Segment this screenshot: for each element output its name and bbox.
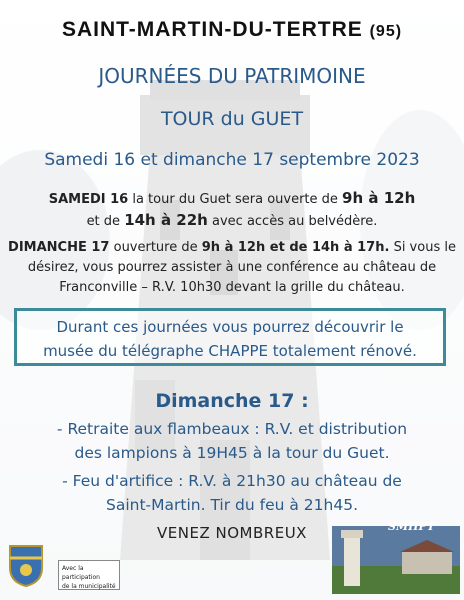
town-name: SAINT-MARTIN-DU-TERTRE [61, 18, 363, 41]
saturday-line-1 [0, 188, 464, 210]
municipality-participation-badge [58, 560, 120, 590]
event-dates: Samedi 16 et dimanche 17 septembre 2023 [44, 150, 420, 170]
participation-line-1: Avec la participation [62, 565, 100, 581]
town-crest-icon [6, 542, 46, 588]
saturday-line-2 [0, 210, 464, 232]
program-line-3: - Feu d'artifice : R.V. à 21h30 au château de [62, 472, 402, 490]
sunday-block [0, 238, 464, 298]
event-subtitle: TOUR du GUET [160, 108, 304, 130]
program-line-4: Saint-Martin. Tir du feu à 21h45. [106, 496, 358, 514]
saturday-block [0, 188, 464, 232]
town-heading [0, 18, 464, 42]
sunday-line-3: Franconville – R.V. 10h30 devant la grille du château. [59, 280, 405, 295]
department-number: (95) [369, 23, 403, 40]
saturday-text-1: la tour du Guet sera ouverte de [132, 192, 338, 207]
program-heading: Dimanche 17 : [155, 390, 309, 412]
smhpt-logo-text: SMHPT [388, 520, 435, 533]
sunday-text-2: Si vous le [393, 240, 456, 255]
closing-line: VENEZ NOMBREUX [157, 524, 307, 542]
sunday-hours: 9h à 12h et de 14h à 17h. [201, 240, 390, 255]
event-title: JOURNÉES DU PATRIMOINE [98, 64, 366, 88]
participation-line-2: de la municipalité [62, 583, 116, 590]
program-line-1: - Retraite aux flambeaux : R.V. et distribution [56, 420, 408, 438]
saturday-text-3: avec accès au belvédère. [212, 214, 378, 229]
sunday-text-1: ouverture de [113, 240, 198, 255]
saturday-hours-1: 9h à 12h [342, 189, 416, 207]
sunday-line-2: désirez, vous pourrez assister à une conférence au château de [27, 260, 437, 275]
saturday-hours-2: 14h à 22h [124, 211, 208, 229]
saturday-text-2: et de [86, 214, 121, 229]
saturday-day: SAMEDI 16 [48, 192, 129, 207]
museum-highlight-box [14, 308, 446, 366]
highlight-line-2: musée du télégraphe CHAPPE totalement rénové. [43, 342, 417, 360]
sunday-day: DIMANCHE 17 [8, 240, 110, 255]
sunday-line-1 [0, 238, 464, 258]
highlight-line-1: Durant ces journées vous pourrez découvrir le [56, 318, 404, 336]
program-line-2: des lampions à 19H45 à la tour du Guet. [74, 444, 390, 462]
